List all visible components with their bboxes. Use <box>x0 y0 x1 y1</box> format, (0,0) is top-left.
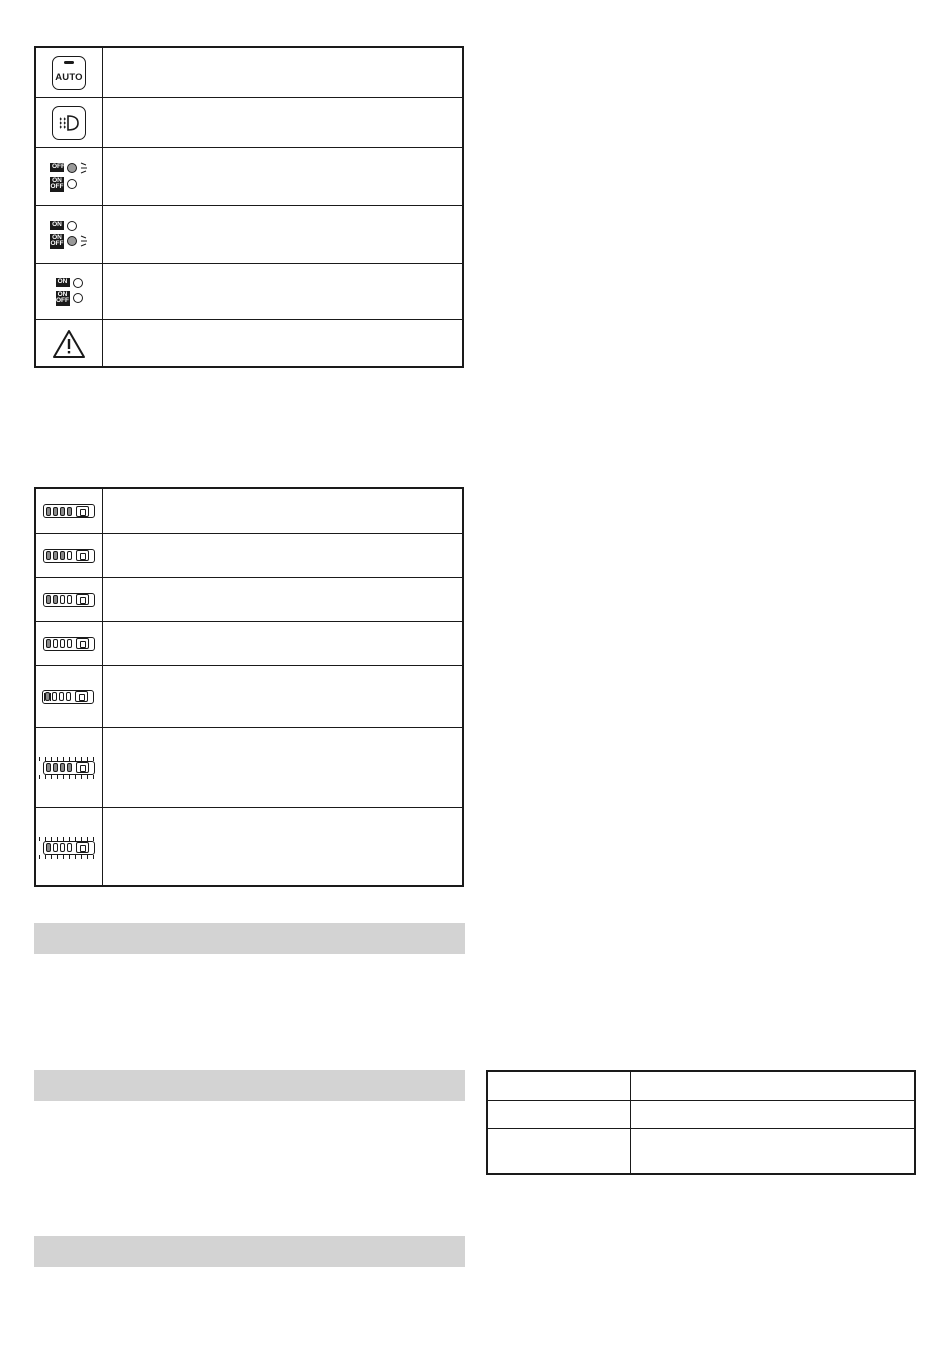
spec-value <box>630 1129 914 1173</box>
indicator-description <box>103 48 462 97</box>
indicator-row-off-flashing <box>36 148 462 206</box>
spec-table <box>486 1070 916 1175</box>
indicator-row-on-off-flashing <box>36 206 462 264</box>
section-header-1 <box>34 923 465 954</box>
indicator-icon-cell <box>36 48 103 97</box>
battery-icon-cell <box>36 808 103 887</box>
indicator-row-light <box>36 98 462 148</box>
battery-all-flashing-icon <box>39 757 99 779</box>
spec-label <box>488 1129 631 1173</box>
indicator-description <box>103 206 462 263</box>
off-flashing-on-off-icon: OFF ON OFF <box>50 162 88 192</box>
battery-description <box>103 666 462 727</box>
indicator-description <box>103 98 462 147</box>
spec-label <box>488 1101 631 1128</box>
battery-icon-cell <box>36 728 103 807</box>
indicator-description <box>103 320 462 368</box>
indicator-row-on-steady <box>36 264 462 320</box>
indicator-icon-cell <box>36 206 103 263</box>
battery-description <box>103 578 462 621</box>
spec-row <box>488 1072 914 1101</box>
on-on-off-icon: ON ON OFF <box>56 278 83 306</box>
battery-1-bar-flashing-icon <box>44 693 56 701</box>
battery-description <box>103 728 462 807</box>
battery-1-bar-icon <box>43 637 95 651</box>
spec-row <box>488 1129 914 1173</box>
battery-row <box>36 728 462 808</box>
indicator-description <box>103 148 462 205</box>
battery-icon-cell <box>36 534 103 577</box>
battery-row <box>36 808 462 887</box>
indicator-icon-cell <box>36 98 103 147</box>
spec-value <box>630 1072 914 1100</box>
battery-icon-cell <box>36 489 103 533</box>
battery-3-bars-icon <box>43 549 95 563</box>
battery-row <box>36 578 462 622</box>
battery-2-bars-icon <box>43 593 95 607</box>
auto-button-icon: AUTO <box>52 56 86 90</box>
battery-description <box>103 489 462 533</box>
battery-row <box>36 534 462 578</box>
battery-description <box>103 534 462 577</box>
indicator-row-auto <box>36 48 462 98</box>
spec-label <box>488 1072 631 1100</box>
battery-row <box>36 489 462 534</box>
indicator-icon-cell <box>36 264 103 319</box>
battery-description <box>103 622 462 665</box>
light-button-icon <box>52 106 86 140</box>
battery-4-bars-icon <box>43 504 95 518</box>
battery-row <box>36 666 462 728</box>
battery-icon-cell <box>36 578 103 621</box>
section-header-2 <box>34 1070 465 1101</box>
battery-row <box>36 622 462 666</box>
battery-icon-cell <box>36 622 103 665</box>
battery-table <box>34 487 464 887</box>
indicator-icon-cell <box>36 148 103 205</box>
indicator-table <box>34 46 464 368</box>
section-header-3 <box>34 1236 465 1267</box>
warning-triangle-icon <box>52 329 86 359</box>
battery-ends-flashing-icon <box>39 837 99 859</box>
spec-row <box>488 1101 914 1129</box>
indicator-description <box>103 264 462 319</box>
indicator-row-warning <box>36 320 462 368</box>
spec-value <box>630 1101 914 1128</box>
indicator-icon-cell <box>36 320 103 368</box>
battery-icon-cell <box>36 666 103 727</box>
on-off-flashing-icon: ON ON OFF <box>50 221 88 249</box>
battery-description <box>103 808 462 887</box>
